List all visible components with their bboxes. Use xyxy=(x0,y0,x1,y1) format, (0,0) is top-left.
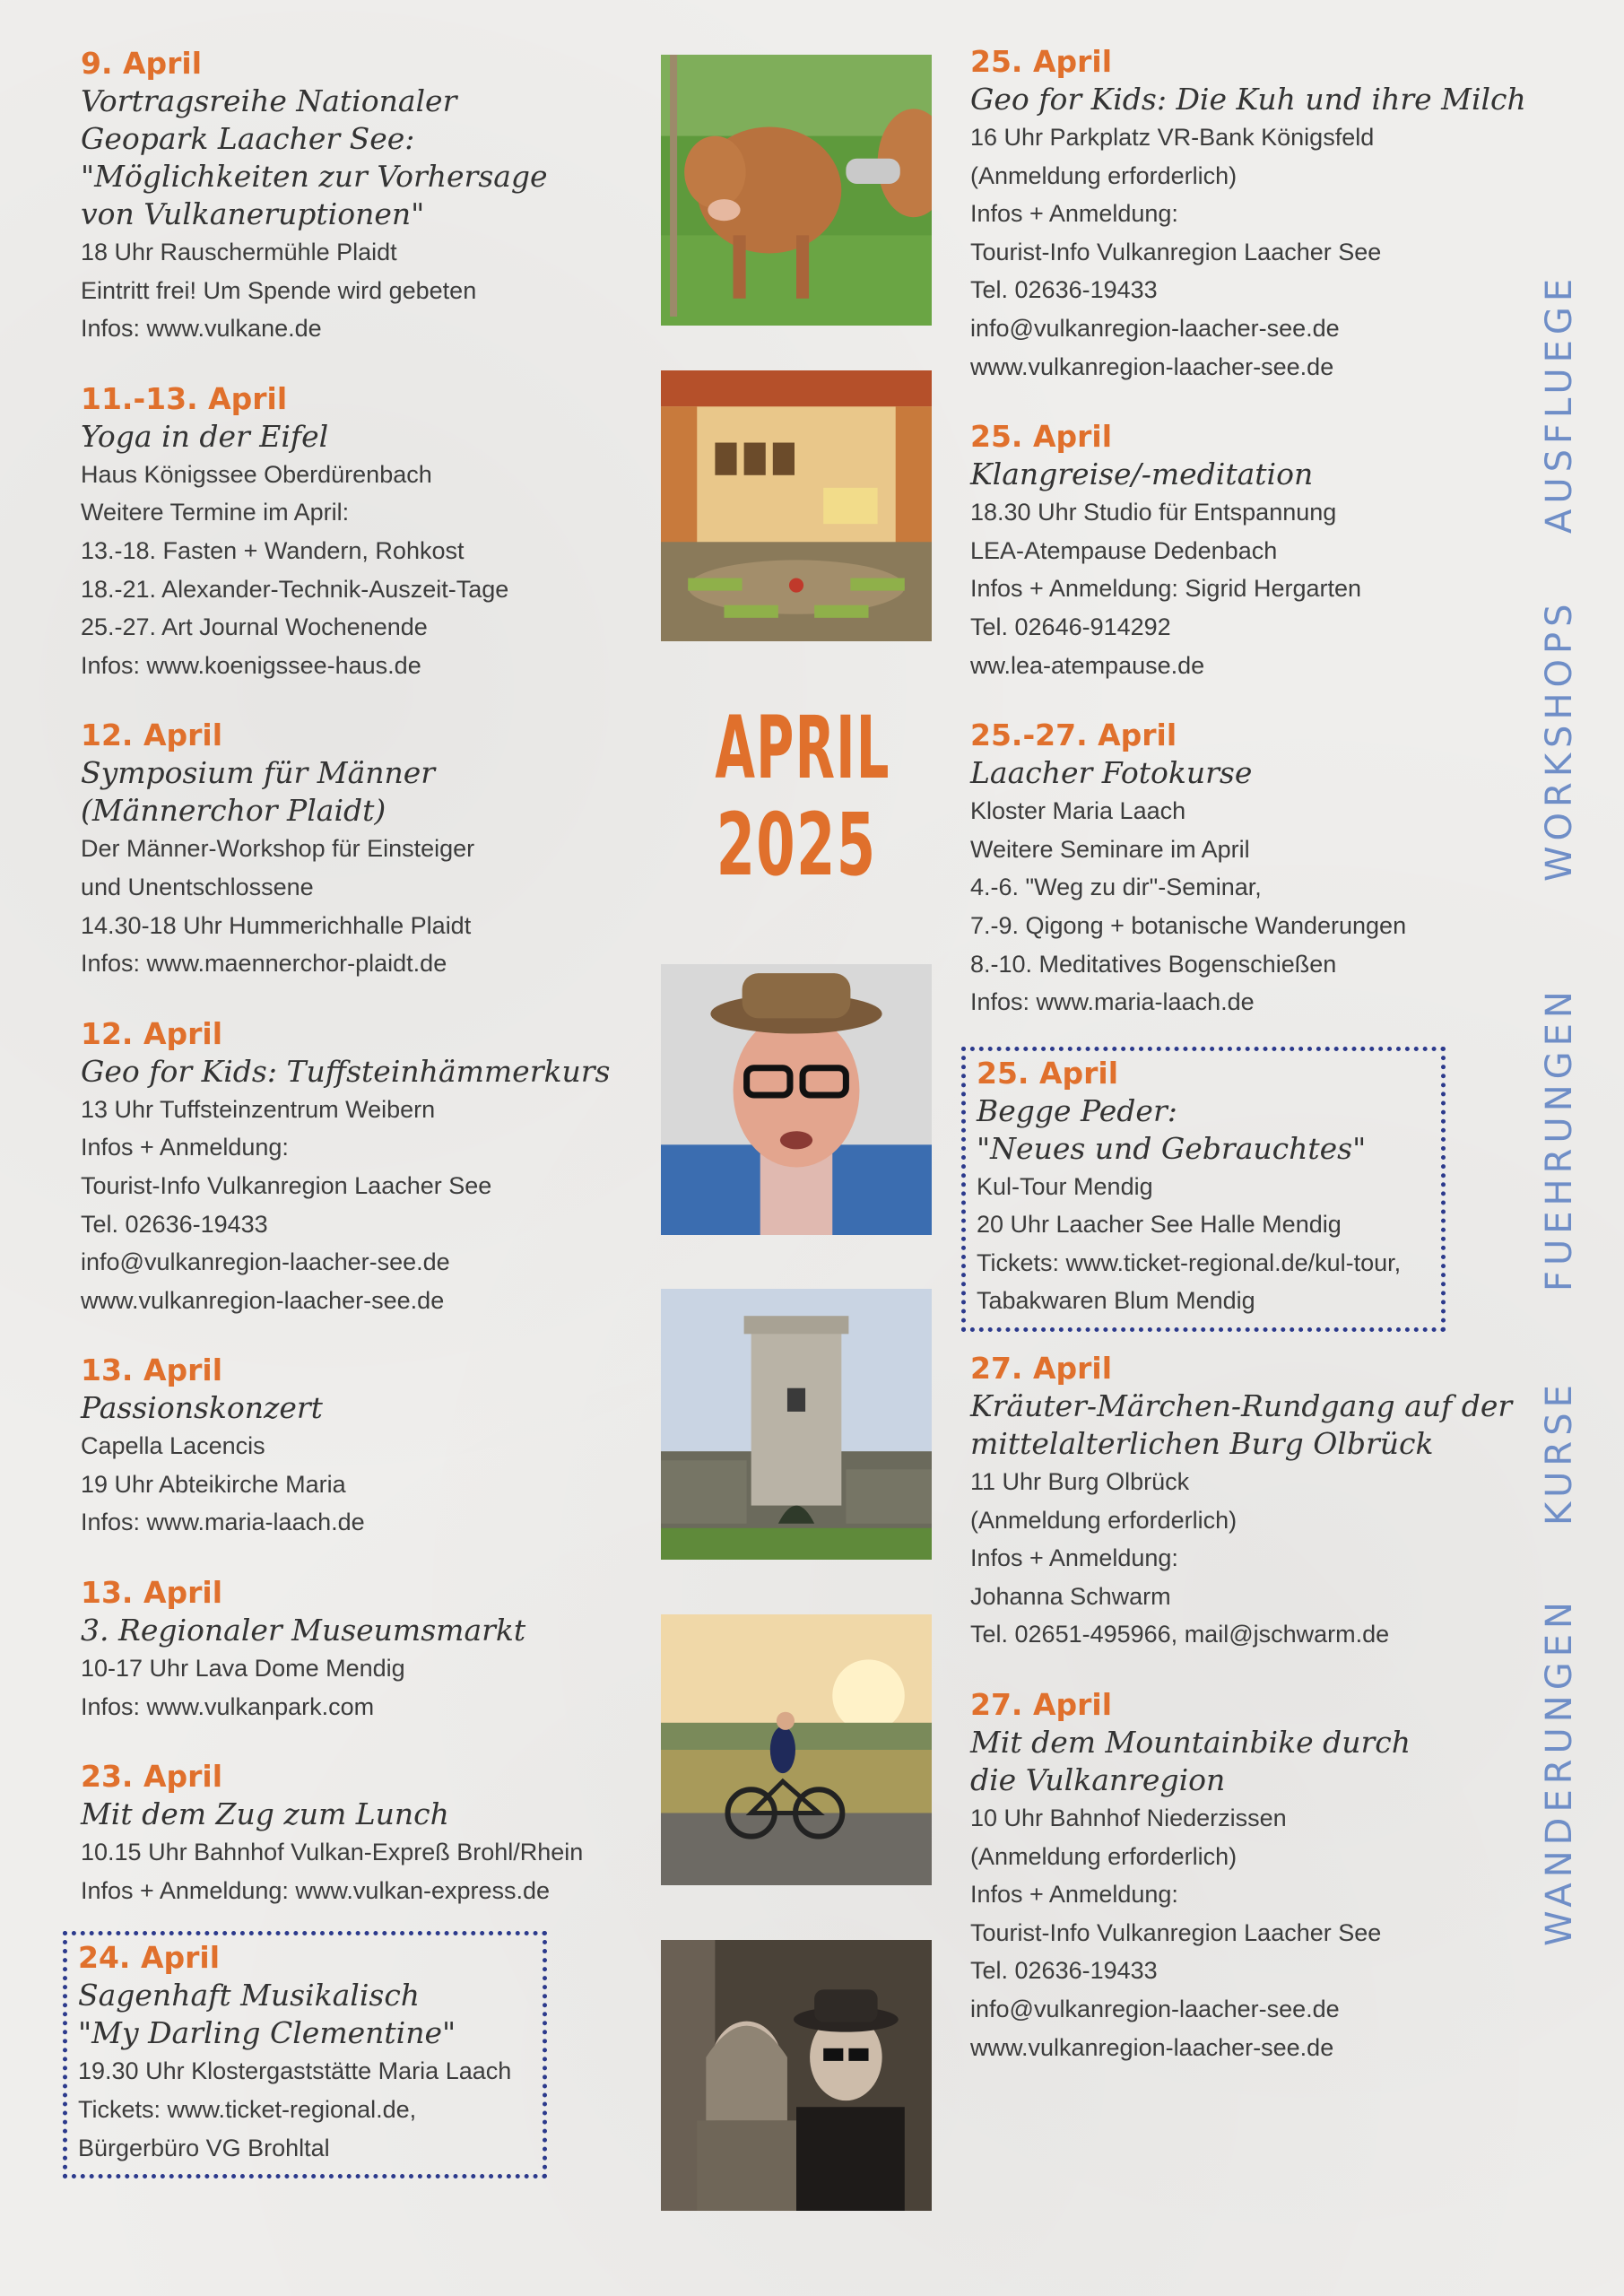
right-event-column xyxy=(970,43,1553,2066)
musicians-duo-photo xyxy=(661,1940,932,2211)
category-side-labels xyxy=(1539,0,1602,2296)
month-title xyxy=(661,700,932,893)
event-detail: (Anmeldung erforderlich) xyxy=(970,161,1238,189)
event-date: 9. April xyxy=(81,46,203,81)
event-detail: Tourist-Info Vulkanregion Laacher See xyxy=(970,1918,1382,1946)
event-detail: Tel. 02636-19433 xyxy=(81,1210,268,1238)
event-title-line: Kräuter-Märchen-Rundgang auf der xyxy=(970,1388,1513,1424)
event-detail: Infos + Anmeldung: xyxy=(970,1544,1178,1572)
event-date: 13. April xyxy=(81,1352,223,1388)
event-detail: Bürgerbüro VG Brohltal xyxy=(78,2134,330,2161)
event-date: 25. April xyxy=(977,1055,1119,1091)
event-detail: Kul-Tour Mendig xyxy=(977,1172,1153,1200)
event-detail: Weitere Seminare im April xyxy=(970,835,1250,863)
event-date: 27. April xyxy=(970,1351,1113,1387)
event-detail: Tabakwaren Blum Mendig xyxy=(977,1287,1255,1315)
year-label: 2025 xyxy=(716,795,877,895)
event-detail: 10 Uhr Bahnhof Niederzissen xyxy=(970,1805,1287,1832)
event-date: 27. April xyxy=(970,1687,1113,1723)
event-detail: Der Männer-Workshop für Einsteiger xyxy=(81,835,475,863)
event-date: 23. April xyxy=(81,1759,223,1795)
event-detail-link[interactable]: Infos: www.maria-laach.de xyxy=(970,988,1255,1016)
event-title-line: Symposium für Männer xyxy=(81,755,436,791)
event-detail-link[interactable]: www.vulkanregion-laacher-see.de xyxy=(81,1286,445,1314)
event-detail: 10.15 Uhr Bahnhof Vulkan-Expreß Brohl/Rhein xyxy=(81,1839,584,1866)
event-apr-25-begge-peder-highlight xyxy=(961,1047,1446,1332)
event-detail: Tel. 02646-914292 xyxy=(970,613,1171,640)
event-detail: 11 Uhr Burg Olbrück xyxy=(970,1468,1190,1496)
event-title-line: Begge Peder: xyxy=(977,1092,1177,1128)
event-apr-27-mountainbike xyxy=(970,1686,1553,2066)
event-date: 12. April xyxy=(81,1015,223,1051)
event-title-line: (Männerchor Plaidt) xyxy=(81,793,386,829)
mountainbike-photo xyxy=(661,1614,932,1885)
event-title-line: Mit dem Mountainbike durch xyxy=(970,1725,1411,1761)
event-date: 13. April xyxy=(81,1575,223,1611)
event-detail: Tourist-Info Vulkanregion Laacher See xyxy=(970,238,1382,265)
event-detail-email[interactable]: info@vulkanregion-laacher-see.de xyxy=(81,1248,450,1276)
event-detail: 16 Uhr Parkplatz VR-Bank Königsfeld xyxy=(970,124,1375,151)
event-date: 25.-27. April xyxy=(970,718,1177,753)
category-label-fuehrungen: FUEHRUNGEN xyxy=(1539,986,1580,1292)
event-apr-25-klangreise xyxy=(970,418,1553,684)
event-title-line: Mit dem Zug zum Lunch xyxy=(81,1796,449,1832)
event-title-line: Vortragsreihe Nationaler xyxy=(81,83,457,118)
event-detail: 13.-18. Fasten + Wandern, Rohkost xyxy=(81,536,465,564)
event-title-line: Geopark Laacher See: xyxy=(81,121,415,156)
event-detail: 19.30 Uhr Klostergaststätte Maria Laach xyxy=(78,2057,512,2085)
event-detail: 4.-6. "Weg zu dir"-Seminar, xyxy=(970,874,1262,901)
event-detail: Kloster Maria Laach xyxy=(970,797,1186,825)
event-detail: Tel. 02636-19433 xyxy=(970,276,1158,304)
event-title-line: Klangreise/-meditation xyxy=(970,457,1314,492)
event-detail: 14.30-18 Uhr Hummerichhalle Plaidt xyxy=(81,911,472,939)
event-title-line: Geo for Kids: Tuffsteinhämmerkurs xyxy=(81,1053,611,1089)
event-title-line: "My Darling Clementine" xyxy=(78,2015,456,2051)
event-apr-25-27-fotokurse xyxy=(970,717,1553,1022)
event-detail: 18 Uhr Rauschermühle Plaidt xyxy=(81,239,397,265)
event-detail: Weitere Termine im April: xyxy=(81,499,350,526)
event-date: 25. April xyxy=(970,419,1113,455)
event-apr-9 xyxy=(81,45,655,348)
event-detail-email[interactable]: Tel. 02651-495966, mail@jschwarm.de xyxy=(970,1621,1390,1648)
left-event-column xyxy=(78,45,655,2179)
event-detail: LEA-Atempause Dedenbach xyxy=(970,536,1278,564)
event-date: 12. April xyxy=(81,718,223,753)
event-title-line: Sagenhaft Musikalisch xyxy=(78,1978,421,2013)
event-apr-13-museum xyxy=(81,1574,655,1726)
event-apr-27-kraeuter xyxy=(970,1350,1553,1654)
event-detail: 25.-27. Art Journal Wochenende xyxy=(81,613,428,641)
event-detail-link[interactable]: Infos: www.maennerchor-plaidt.de xyxy=(81,950,447,978)
category-label-wanderungen: WANDERUNGEN xyxy=(1539,1596,1580,1946)
event-title-line: Geo for Kids: Die Kuh und ihre Milch xyxy=(970,82,1526,117)
event-detail: (Anmeldung erforderlich) xyxy=(970,1842,1238,1870)
event-detail: Infos + Anmeldung: xyxy=(970,1881,1178,1909)
event-detail-email[interactable]: info@vulkanregion-laacher-see.de xyxy=(970,314,1340,342)
event-detail: 18.30 Uhr Studio für Entspannung xyxy=(970,499,1337,526)
event-detail-link[interactable]: Infos + Anmeldung: www.vulkan-express.de xyxy=(81,1876,551,1904)
event-detail: Johanna Schwarm xyxy=(970,1582,1171,1610)
event-detail: Eintritt frei! Um Spende wird gebeten xyxy=(81,276,477,304)
event-detail-link[interactable]: Infos: www.maria-laach.de xyxy=(81,1509,365,1536)
event-detail: 8.-10. Meditatives Bogenschießen xyxy=(970,950,1337,978)
event-title-line: 3. Regionaler Museumsmarkt xyxy=(81,1613,526,1648)
event-detail-link[interactable]: www.vulkanregion-laacher-see.de xyxy=(970,2033,1334,2061)
event-detail: (Anmeldung erforderlich) xyxy=(970,1506,1238,1534)
event-detail: 19 Uhr Abteikirche Maria xyxy=(81,1470,346,1498)
event-apr-23 xyxy=(81,1758,655,1909)
event-detail-link[interactable]: Infos: www.vulkane.de xyxy=(81,315,322,343)
event-title-line: "Neues und Gebrauchtes" xyxy=(977,1130,1367,1166)
event-detail: 20 Uhr Laacher See Halle Mendig xyxy=(977,1211,1342,1239)
event-detail-link[interactable]: www.vulkanregion-laacher-see.de xyxy=(970,352,1334,380)
event-detail: und Unentschlossene xyxy=(81,873,314,900)
event-detail: Tel. 02636-19433 xyxy=(970,1957,1158,1985)
event-date: 25. April xyxy=(970,44,1113,79)
event-detail: 10-17 Uhr Lava Dome Mendig xyxy=(81,1655,405,1683)
event-apr-24-highlight xyxy=(63,1931,547,2179)
event-title-line: von Vulkaneruptionen" xyxy=(81,196,425,231)
event-date: 24. April xyxy=(78,1940,221,1976)
event-title-line: Passionskonzert xyxy=(81,1390,323,1426)
comedian-portrait-photo xyxy=(661,964,932,1235)
event-apr-13-passion xyxy=(81,1352,655,1542)
castle-tower-photo xyxy=(661,1289,932,1560)
category-label-kurse: KURSE xyxy=(1539,1379,1580,1526)
event-apr-12-geo-kids xyxy=(81,1015,655,1320)
yoga-room-photo xyxy=(661,370,932,641)
category-label-ausfluege: AUSFLUEGE xyxy=(1539,273,1580,535)
event-detail: 13 Uhr Tuffsteinzentrum Weibern xyxy=(81,1095,436,1123)
event-detail-link[interactable]: Infos: www.koenigssee-haus.de xyxy=(81,651,421,679)
event-title-line: die Vulkanregion xyxy=(970,1762,1226,1798)
event-detail: 7.-9. Qigong + botanische Wanderungen xyxy=(970,911,1407,939)
month-label: APRIL xyxy=(715,698,890,798)
event-title-line: Laacher Fotokurse xyxy=(970,755,1253,791)
event-apr-12-symposium xyxy=(81,717,655,982)
event-title-line: "Möglichkeiten zur Vorhersage xyxy=(81,159,548,194)
event-detail: 18.-21. Alexander-Technik-Auszeit-Tage xyxy=(81,575,509,603)
event-apr-11-13 xyxy=(81,380,655,685)
category-label-workshops: WORKSHOPS xyxy=(1539,598,1580,882)
event-detail-link[interactable]: Infos: www.vulkanpark.com xyxy=(81,1692,375,1720)
event-detail-link[interactable]: ww.lea-atempause.de xyxy=(970,651,1205,679)
event-detail: Tourist-Info Vulkanregion Laacher See xyxy=(81,1171,492,1199)
event-detail: Infos + Anmeldung: xyxy=(81,1134,289,1161)
event-detail: Haus Königssee Oberdürenbach xyxy=(81,460,432,488)
cows-photo xyxy=(661,55,932,326)
event-title-line: Yoga in der Eifel xyxy=(81,418,329,454)
event-detail-link[interactable]: Tickets: www.ticket-regional.de/kul-tour, xyxy=(977,1248,1402,1276)
event-detail: Capella Lacencis xyxy=(81,1432,265,1460)
event-title-line: mittelalterlichen Burg Olbrück xyxy=(970,1426,1434,1462)
event-date: 11.-13. April xyxy=(81,380,288,416)
event-apr-25-geo-kids xyxy=(970,43,1553,386)
event-detail: Infos + Anmeldung: Sigrid Hergarten xyxy=(970,575,1362,603)
event-detail-email[interactable]: info@vulkanregion-laacher-see.de xyxy=(970,1996,1340,2022)
event-detail-link[interactable]: Tickets: www.ticket-regional.de, xyxy=(78,2096,417,2124)
event-detail: Infos + Anmeldung: xyxy=(970,200,1178,228)
